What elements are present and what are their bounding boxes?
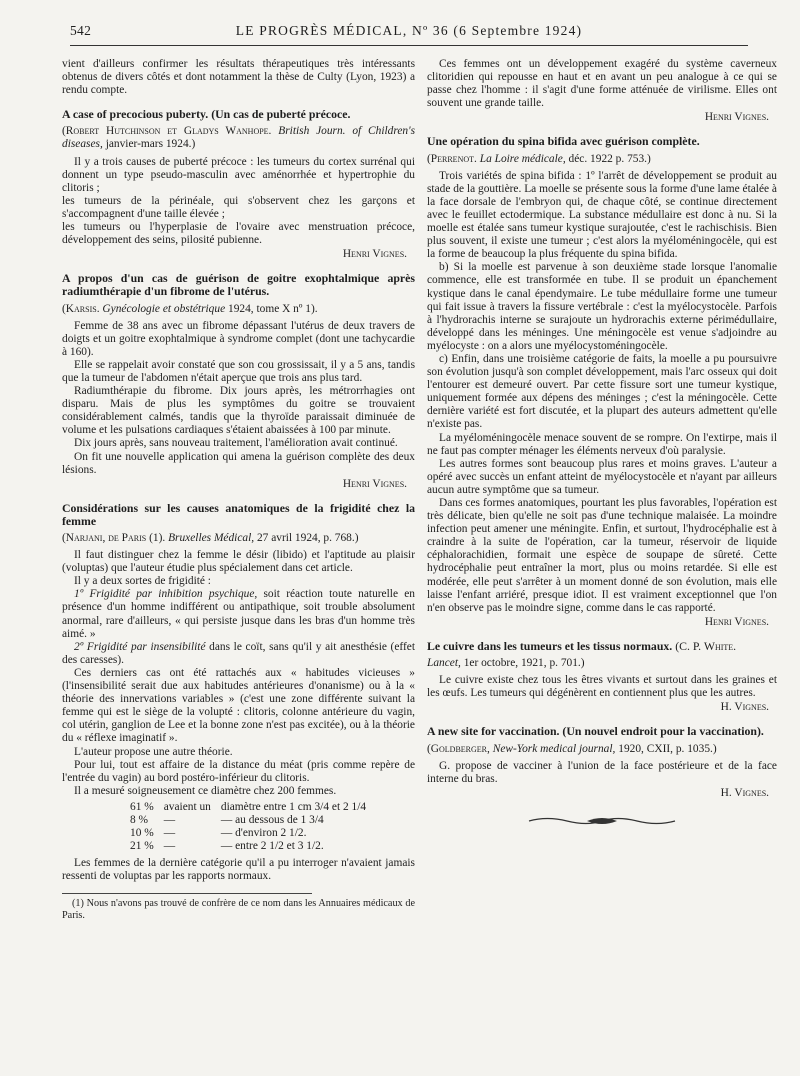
article-title-cuivre: Le cuivre dans les tumeurs et les tissus normaux. (C. P. White. <box>427 638 737 653</box>
continued-text: Ces femmes ont un développement exagéré du système caverneux clitoridien qui repousse en haut et en avant un peu analogue à ce qui se passe chez l'homme : il s'agit d'une forme atténuée de virilisme. Elles ont souvent une grande taille. <box>427 58 777 110</box>
end-flourish-ornament <box>527 814 677 828</box>
table-row: 10 % — — d'environ 2 1/2. <box>130 826 307 839</box>
paragraph: G. propose de vacciner à l'union de la face postérieure et de la face interne du bras. <box>427 759 777 785</box>
paragraph: Il y a deux sortes de frigidité : <box>74 575 211 588</box>
paragraph: Dix jours après, sans nouveau traitement, l'amélioration avait continué. <box>74 437 398 450</box>
author-signature: H. Vignes. <box>720 701 769 714</box>
article-title-goitre: A propos d'un cas de guérison de goitre exophtalmique après radiumthérapie d'un fibrome de l'utérus. <box>62 271 415 299</box>
paragraph: Elle se rappelait avoir constaté que son cou grossissait, il y a 5 ans, tandis que la tumeur de l'abdomen n'était aperçue que trois ans plus tard. <box>62 358 415 384</box>
author-signature: Henri Vignes. <box>704 615 769 628</box>
page-header <box>70 20 748 46</box>
article-citation: Lancet, 1er octobre, 1921, p. 701.) <box>427 657 585 670</box>
paragraph: c) Enfin, dans une troisième catégorie de faits, la moelle a pu poursuivre son évolution jusqu'à son complet développement, mais l'arc osseux qui doit l'entourer est demeuré ouvert. Par cette fissure sort une tumeur kystique, uniquement formée aux dépens des méninges ; c'est la méningocèle. Cette dernière variété est fort discutée, et la plupart des auteurs admettent qu'elle n'existe pas. <box>427 352 777 431</box>
article-citation: (Karsis. Gynécologie et obstétrique 1924, tome X nº 1). <box>62 302 318 315</box>
article-citation: (Narjani, de Paris (1). Bruxelles Médical, 27 avril 1924, p. 768.) <box>62 532 359 544</box>
paragraph: Radiumthérapie du fibrome. Dix jours après, les métrorrhagies ont disparu. Mais de plus les symptômes du goitre se trouvaient considérablement calmés, tandis que la thyroïde paraissait diminuée de volume et les pulsations cardiaques s'étaient abaissées à 100 par minute. <box>62 385 415 437</box>
article-title-spina-bifida: Une opération du spina bifida avec guérison complète. <box>427 134 700 149</box>
journal-title: LE PROGRÈS MÉDICAL, Nº 36 (6 Septembre 1924) <box>235 23 583 38</box>
continued-text: vient d'ailleurs confirmer les résultats thérapeutiques très intéressants obtenus de divers côtés et dont notamment la thèse de Culty (Lyon, 1923) a rendu compte. <box>62 58 415 97</box>
footnote-rule <box>62 893 312 894</box>
paragraph: Trois variétés de spina bifida : 1º l'arrêt de développement se produit au stade de la gouttière. La moelle se présente sous la forme d'une lame étalée à la face dorsale de l'embryon qui, de chaque côté, se continue directement avec le feuillet ectodermique. La substance médullaire est donc à nu. Si la moelle est étalée sans tumeur kystique surajoutée, c'est le rachischisis. Bien plus souvent, il existe une tumeur ; c'est alors la myéloméningocèle, qui est la forme de beaucoup la plus fréquente du spina bifida. <box>427 169 777 261</box>
article-citation: (Robert Hutchinson et Gladys Wanhope. British Journ. of Children's diseases, janvier-mars 1924.) <box>62 125 415 151</box>
paragraph: Les femmes de la dernière catégorie qu'il a pu interroger n'avaient jamais ressenti de voluptas par les rapports normaux. <box>62 856 415 882</box>
paragraph: Pour lui, tout est affaire de la distance du méat (pris comme repère de l'entrée du vagin) au bord postéro-inférieur du clitoris. <box>62 758 415 784</box>
paragraph: les tumeurs ou l'hyperplasie de l'ovaire avec menstruation précoce, développement des seins, pilosité pubienne. <box>62 221 415 247</box>
article-title-frigidite: Considérations sur les causes anatomiques de la frigidité chez la femme <box>62 500 415 528</box>
article-citation: (Perrenot. La Loire médicale, déc. 1922 p. 753.) <box>427 152 651 165</box>
paragraph: Les autres formes sont beaucoup plus rares et moins graves. L'auteur a opéré avec succès un enfant atteint de myélocystocèle et n'ayant par ailleurs aucun autre symptôme que sa tumeur. <box>427 457 777 496</box>
paragraph: les tumeurs de la périnéale, qui s'observent chez les garçons et s'accompagnent d'une taille élevée ; <box>62 194 415 220</box>
table-row: 61 % avaient un diamètre entre 1 cm 3/4 et 2 1/4 <box>130 800 367 813</box>
paragraph: Il faut distinguer chez la femme le désir (libido) et l'aptitude au plaisir (voluptas) que l'auteur étudie plus spécialement dans cet article. <box>62 549 415 575</box>
footnote: (1) Nous n'avons pas trouvé de confrère de ce nom dans les Annuaires médicaux de Paris. <box>62 898 415 922</box>
paragraph: 2º Frigidité par insensibilité dans le coït, sans qu'il y ait anesthésie (effet des caresses). <box>62 640 416 666</box>
paragraph: On fit une nouvelle application qui amena la guérison complète des deux lésions. <box>62 450 415 476</box>
author-signature: H. Vignes. <box>720 786 769 799</box>
table-row: 8 % — — au dessous de 1 3/4 <box>130 813 324 826</box>
author-signature: Henri Vignes. <box>704 111 769 124</box>
paragraph: b) Si la moelle est parvenue à son deuxième stade lorsque l'anomalie commence, elle est transformée en tube. Il se produit un épanchement kystique dans le canal épendymaire. Le tube médullaire forme une tumeur qui fait issue à travers la fissure vertébrale : c'est la myélocystocèle. Parfois à l'hydrorachis interne se surajoute un hydrorachis externe périmédullaire, développé dans les méninges. Une méningocèle est venue s'adjoindre au myélocyste : on a alors une myélocystoméningocèle. <box>427 261 777 352</box>
page-number: 542 <box>70 23 92 38</box>
paragraph: Femme de 38 ans avec un fibrome dépassant l'utérus de deux travers de doigts et un goitre exophtalmique à syndrome complet (dont une tachycardie à 160). <box>62 319 415 358</box>
table-row: 21 % — — entre 2 1/2 et 3 1/2. <box>130 839 324 852</box>
paragraph: L'auteur propose une autre théorie. <box>74 745 233 758</box>
paragraph: 1º Frigidité par inhibition psychique, soit réaction toute naturelle en présence d'un homme indifférent ou antipathique, soit trouble absolument anormal, rare d'ailleurs, « qui persiste jusque dans les bras d'un homme très aimé. » <box>62 588 416 640</box>
author-signature: Henri Vignes. <box>342 477 407 490</box>
paragraph: Il a mesuré soigneusement ce diamètre chez 200 femmes. <box>74 784 337 797</box>
paragraph: Il y a trois causes de puberté précoce : les tumeurs du cortex surrénal qui donnent un type pseudo-masculin avec aménorrhée et hypertrophie du clitoris ; <box>62 155 415 194</box>
header-rule <box>70 45 748 46</box>
article-title-precocious-puberty: A case of precocious puberty. (Un cas de puberté précoce. <box>62 107 351 122</box>
right-column <box>427 58 777 828</box>
paragraph: Ces derniers cas ont été rattachés aux « habitudes vicieuses » (l'insensibilité serait due aux habitudes antérieures d'onanisme) ou à la « théorie des innervations variables » (c'est une zone différente suivant la femme qui est le siège de la volupté : clitoris, colonne antérieure du vagin, col utérin, ganglion de Lee et la bonne zone n'est pas excitée), ou à la théorie du « réflexe imaginatif ». <box>62 666 415 745</box>
paragraph: Dans ces formes anatomiques, pourtant les plus favorables, l'opération est très délicate, bien qu'elle ne soit pas d'une technique malaisée. La moindre infection peut amener une méningite. Enfin, et surtout, l'hydrocéphalie est à craindre à la suite de l'opération, car la tumeur, réservoir de liquide céphalorachidien, formait une espèce de soupape de sûreté. Cette hydrocéphalie peut entraîner la mort, plus ou moins retardée. Si elle est modérée, elle peut s'arrêter à un moment donné de son évolution, mais elle laisse l'enfant arriéré, presque idiot. Il est vraiment exceptionnel que l'on n'en observe pas le moindre signe, comme dans le cas rapporté. <box>427 497 777 614</box>
author-signature: Henri Vignes. <box>342 248 407 261</box>
article-title-vaccination: A new site for vaccination. (Un nouvel endroit pour la vaccination). <box>427 724 764 739</box>
paragraph: La myéloméningocèle menace souvent de se rompre. On l'extirpe, mais il ne faut pas compter ménager les éléments nerveux d'où paralysie. <box>427 431 777 457</box>
measurement-table <box>130 801 376 853</box>
paragraph: Le cuivre existe chez tous les êtres vivants et surtout dans les graines et les œufs. Les tumeurs qui dégénèrent en contiennent plus que les autres. <box>427 674 777 700</box>
left-column <box>62 58 415 922</box>
article-citation: (Goldberger, New-York medical journal, 1920, CXII, p. 1035.) <box>427 742 717 755</box>
